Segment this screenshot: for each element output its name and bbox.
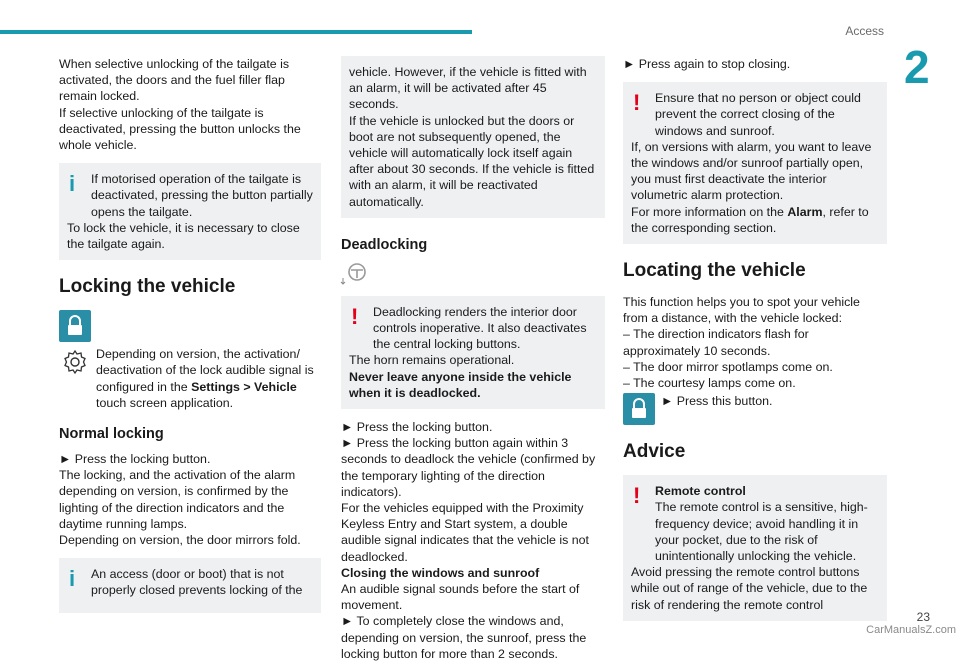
paragraph: Avoid pressing the remote control buttons while out of range of the vehicle, due to the risk of rendering the remote control	[631, 565, 868, 612]
warning-box	[623, 475, 887, 621]
paragraph: To lock the vehicle, it is necessary to close the tailgate again.	[67, 220, 300, 252]
paragraph: This function helps you to spot your vehicle from a distance, with the vehicle locked:	[623, 295, 860, 326]
paragraph: The locking, and the activation of the alarm depending on version, is confirmed by the lighting of the direction indicators and the daytime running lamps.	[59, 468, 296, 531]
lock-icon	[623, 393, 655, 425]
info-icon: i	[69, 171, 76, 197]
section-heading: Locating the vehicle	[623, 260, 806, 282]
paragraph: If, on versions with alarm, you want to leave the windows and/or sunroof partially open, you must first deactivate the interior volumetric alarm protection.	[631, 139, 872, 203]
paragraph: Never leave anyone inside the vehicle when it is deadlocked.	[349, 369, 572, 400]
subheading: Normal locking	[59, 426, 164, 443]
paragraph: Depending on version, the door mirrors fold.	[59, 533, 301, 548]
page-number: 23	[916, 610, 930, 624]
paragraph: If motorised operation of the tailgate is deactivated, pressing the button partially opens the tailgate.	[91, 172, 313, 219]
paragraph: vehicle. However, if the vehicle is fitted with an alarm, it will be activated after 45 seconds.	[349, 65, 587, 112]
paragraph	[631, 204, 879, 236]
paragraph: Deadlocking renders the interior door controls inoperative. It also deactivates the central locking buttons.	[373, 304, 587, 352]
paragraph: ► Press the locking button.	[341, 420, 493, 435]
text: , refer to the corresponding section.	[631, 204, 869, 235]
info-box-continued	[341, 56, 605, 218]
paragraph: For the vehicles equipped with the Proximity Keyless Entry and Start system, a double audible signal indicates that the vehicle is not deadlocked.	[341, 501, 589, 564]
column-2	[341, 56, 605, 662]
paragraph: An access (door or boot) that is not properly closed prevents locking of the	[91, 567, 303, 598]
paragraph: ► Press again to stop closing.	[623, 57, 791, 71]
info-box	[59, 558, 321, 612]
warning-icon: !	[633, 90, 641, 116]
paragraph: If the vehicle is unlocked but the doors or boot are not subsequently opened, the vehicle will automatically lock itself again after about 30 seconds. If the vehicle is fitted with an alarm, it will be reactivated automatically.	[349, 113, 595, 209]
column-1	[59, 56, 321, 613]
warning-box	[341, 296, 605, 409]
text: Depending on version, the activation/ deactivation of the lock audible signal is configured in the	[96, 347, 314, 394]
text: For more information on the	[631, 204, 788, 219]
paragraph: – The direction indicators flash for approximately 10 seconds.	[623, 327, 809, 358]
warning-icon: !	[351, 303, 359, 329]
header-accent-bar	[0, 30, 472, 34]
paragraph: The remote control is a sensitive, high-frequency device; avoid handling it in your pocket, due to the risk of unintentionally unlocking the vehicle.	[655, 500, 868, 564]
section-heading: Locking the vehicle	[59, 276, 236, 298]
paragraph: When selective unlocking of the tailgate is activated, the doors and the fuel filler flap remain locked.	[59, 57, 290, 104]
menu-path: Settings > Vehicle	[191, 379, 297, 394]
gear-icon	[59, 346, 91, 378]
settings-row	[59, 346, 321, 411]
paragraph: – The courtesy lamps come on.	[623, 376, 796, 391]
paragraph: ► Press this button.	[661, 394, 773, 409]
warning-box	[623, 82, 887, 244]
paragraph: ► Press the locking button again within 3 seconds to deadlock the vehicle (confirmed by the temporary lighting of the direction indicators).	[341, 436, 596, 499]
column-3	[623, 56, 887, 621]
subheading: Deadlocking	[341, 236, 428, 253]
paragraph: ► To completely close the windows and, depending on version, the sunroof, press the locking button for more than 2 seconds.	[341, 614, 587, 661]
chapter-number: 2	[904, 41, 930, 93]
paragraph: The horn remains operational.	[349, 353, 515, 368]
paragraph	[91, 346, 321, 411]
watermark: CarManualsZ.com	[866, 624, 956, 636]
deadlock-icon	[341, 262, 371, 286]
paragraph: If selective unlocking of the tailgate is deactivated, pressing the button unlocks the whole vehicle.	[59, 105, 301, 153]
press-button-row	[623, 393, 887, 425]
paragraph: Ensure that no person or object could prevent the correct closing of the windows and sunroof.	[655, 91, 861, 138]
warning-icon: !	[633, 483, 641, 509]
text: touch screen application.	[96, 395, 234, 410]
paragraph: – The door mirror spotlamps come on.	[623, 359, 833, 374]
section-heading: Advice	[623, 441, 686, 463]
info-box	[59, 163, 321, 260]
text: Alarm	[787, 204, 823, 219]
info-icon: i	[69, 566, 76, 592]
paragraph-heading: Remote control	[655, 484, 746, 499]
paragraph: ► Press the locking button.	[59, 452, 211, 467]
paragraph-heading: Closing the windows and sunroof	[341, 565, 540, 580]
paragraph: An audible signal sounds before the start of movement.	[341, 582, 580, 613]
lock-icon	[59, 310, 91, 342]
section-title: Access	[845, 24, 884, 38]
